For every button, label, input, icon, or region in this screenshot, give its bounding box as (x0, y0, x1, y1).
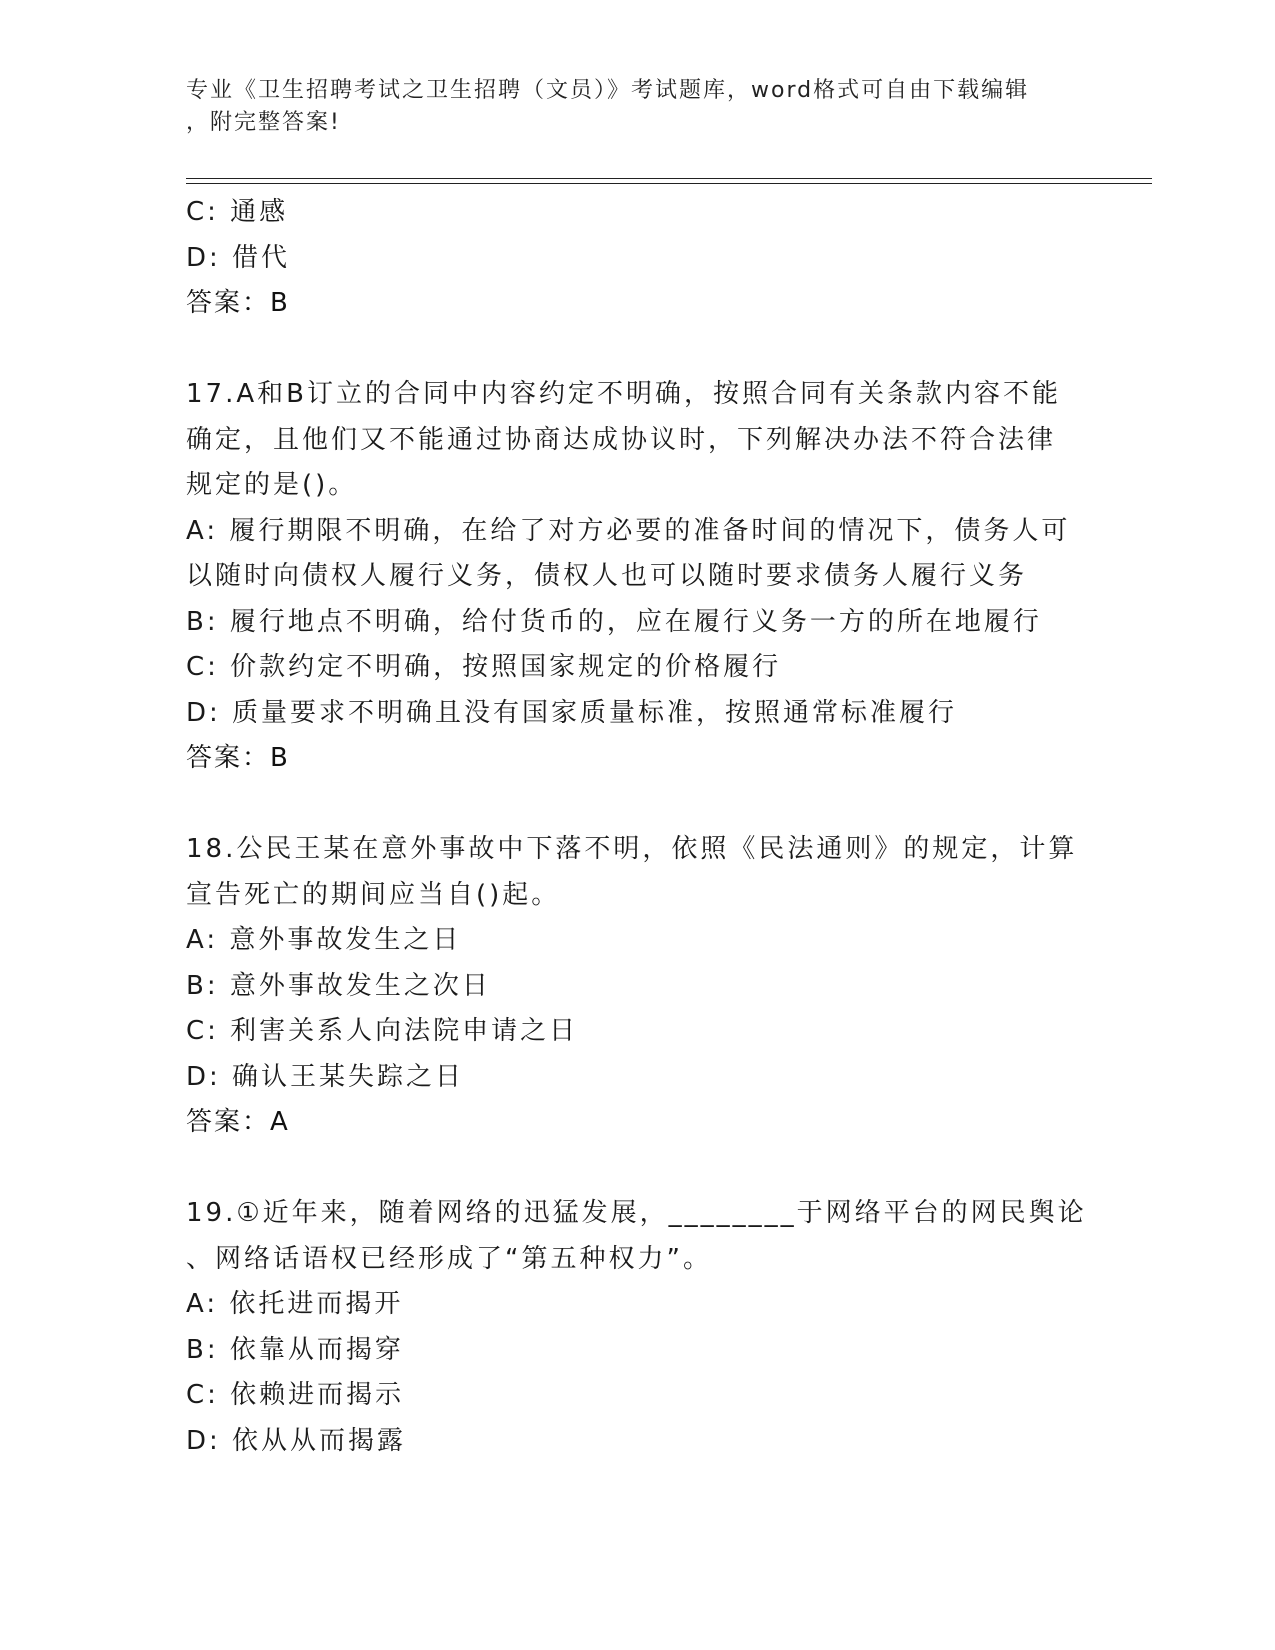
question-stem: 规定的是()。 (186, 470, 358, 500)
question-16-fragment (186, 190, 1086, 327)
question-18 (186, 827, 1086, 1146)
header-line-1: 专业《卫生招聘考试之卫生招聘（文员）》考试题库，word格式可自由下载编辑 (186, 78, 1030, 103)
spacer (186, 1146, 1086, 1192)
question-content (186, 190, 1086, 1464)
question-stem: 、网络话语权已经形成了“第五种权力”。 (186, 1243, 712, 1274)
option-c: C: 利害关系人向法院申请之日 (186, 1016, 579, 1046)
header-divider-bottom (186, 183, 1152, 184)
option-b: B: 依靠从而揭穿 (186, 1334, 404, 1365)
option-c: C: 价款约定不明确，按照国家规定的价格履行 (186, 652, 782, 682)
question-stem: 17.A和B订立的合同中内容约定不明确，按照合同有关条款内容不能 (186, 379, 1061, 409)
option-a: A: 意外事故发生之日 (186, 925, 462, 955)
answer-line: 答案：A (186, 1107, 290, 1137)
question-17 (186, 372, 1086, 782)
option-c: C: 依赖进而揭示 (186, 1380, 405, 1410)
spacer (186, 782, 1086, 828)
option-a: A: 依托进而揭开 (186, 1289, 404, 1319)
question-stem: 确定，且他们又不能通过协商达成协议时，下列解决办法不符合法律 (186, 424, 1057, 455)
question-19 (186, 1191, 1086, 1464)
header-divider-top (186, 178, 1152, 179)
option-d: D: 依从从而揭露 (186, 1425, 407, 1456)
option-a: A: 履行期限不明确，在给了对方必要的准备时间的情况下，债务人可 (186, 515, 1071, 546)
document-header (186, 75, 1076, 139)
option-a-continued: 以随时向债权人履行义务，债权人也可以随时要求债务人履行义务 (186, 561, 1028, 591)
option-d: D: 确认王某失踪之日 (186, 1061, 465, 1092)
option-b: B: 意外事故发生之次日 (186, 970, 491, 1001)
question-stem: 19.①近年来，随着网络的迅猛发展，________于网络平台的网民舆论 (186, 1198, 1087, 1228)
option-d: D: 借代 (186, 242, 291, 273)
answer-line: 答案：B (186, 288, 290, 318)
option-c: C: 通感 (186, 197, 289, 227)
question-stem: 宣告死亡的期间应当自()起。 (186, 879, 561, 910)
answer-line: 答案：B (186, 743, 290, 773)
option-b: B: 履行地点不明确，给付货币的，应在履行义务一方的所在地履行 (186, 606, 1042, 637)
header-line-2: ，附完整答案! (186, 110, 341, 135)
question-stem: 18.公民王某在意外事故中下落不明，依照《民法通则》的规定，计算 (186, 834, 1078, 864)
option-d: D: 质量要求不明确且没有国家质量标准，按照通常标准履行 (186, 697, 958, 728)
spacer (186, 327, 1086, 373)
